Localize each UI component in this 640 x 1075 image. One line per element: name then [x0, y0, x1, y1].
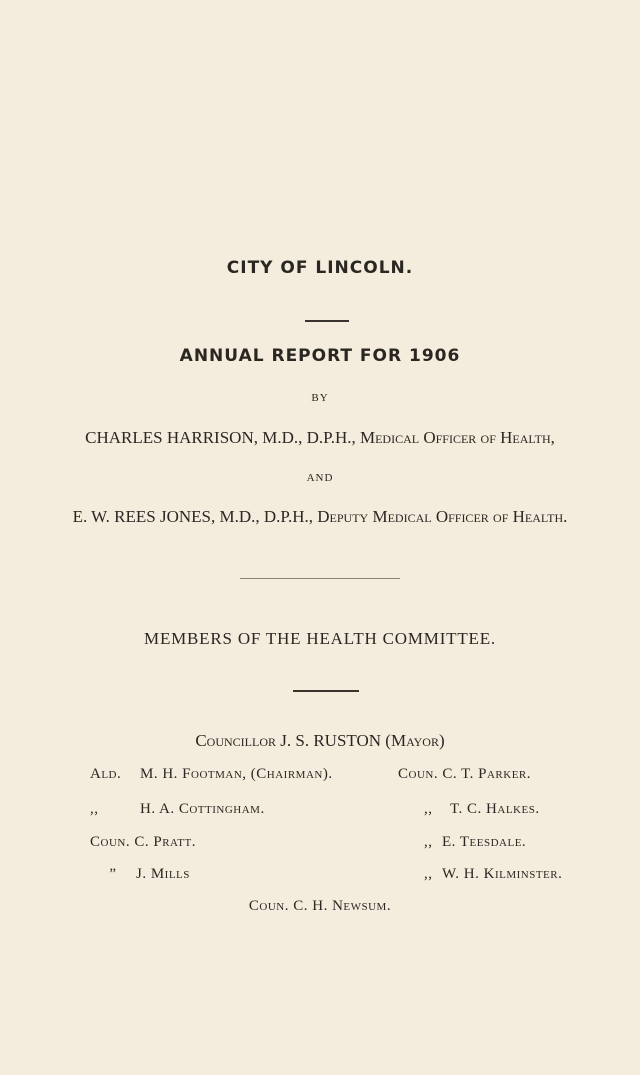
left-member-1 — [90, 766, 333, 783]
author1-name: CHARLES HARRISON, M.D., D.P.H., — [85, 428, 356, 447]
member-name: T. C. Halkes. — [450, 801, 540, 817]
author2-role: Deputy Medical Officer of Health. — [317, 507, 568, 526]
report-title: ANNUAL REPORT FOR 1906 — [179, 346, 461, 366]
member-prefix: ” — [109, 866, 117, 882]
chair-name: J. S. RUSTON — [280, 731, 382, 750]
page-title: CITY OF LINCOLN. — [226, 258, 414, 278]
committee-heading: MEMBERS OF THE HEALTH COMMITTEE. — [144, 629, 496, 648]
member-prefix: Coun. — [398, 766, 439, 782]
right-member-1 — [398, 766, 531, 783]
right-member-4 — [424, 866, 562, 883]
member-name: E. Teesdale. — [442, 834, 527, 850]
member-prefix: ,, — [424, 866, 433, 882]
chair-line — [0, 731, 640, 751]
left-member-3 — [90, 834, 196, 851]
member-name: H. A. Cottingham. — [140, 801, 265, 817]
right-member-3 — [424, 834, 526, 851]
member-prefix: ,, — [90, 801, 99, 817]
right-member-2 — [424, 801, 540, 818]
member-prefix: Ald. — [90, 766, 122, 782]
chair-prefix: Councillor — [195, 731, 277, 750]
author-line-1 — [0, 428, 640, 448]
member-name: J. Mills — [136, 866, 190, 882]
final-member: Coun. C. H. Newsum. — [248, 898, 392, 914]
member-prefix: Coun. — [90, 834, 131, 850]
title-rule — [305, 320, 349, 322]
author2-name: E. W. REES JONES, M.D., D.P.H., — [72, 507, 314, 526]
author-line-2 — [0, 507, 640, 527]
left-member-2 — [90, 801, 265, 818]
member-prefix: ,, — [424, 834, 433, 850]
member-prefix: ,, — [424, 801, 433, 817]
author1-role: Medical Officer of Health, — [359, 428, 555, 447]
by-label: BY — [311, 392, 329, 404]
member-name: C. Pratt. — [134, 834, 196, 850]
committee-rule — [293, 690, 359, 692]
left-member-4 — [90, 866, 190, 883]
and-label: AND — [306, 472, 334, 484]
section-divider — [240, 578, 400, 579]
member-name: C. T. Parker. — [442, 766, 531, 782]
chair-suffix: (Mayor) — [385, 731, 445, 750]
member-name: W. H. Kilminster. — [442, 866, 563, 882]
member-name: M. H. Footman, (Chairman). — [140, 766, 333, 782]
